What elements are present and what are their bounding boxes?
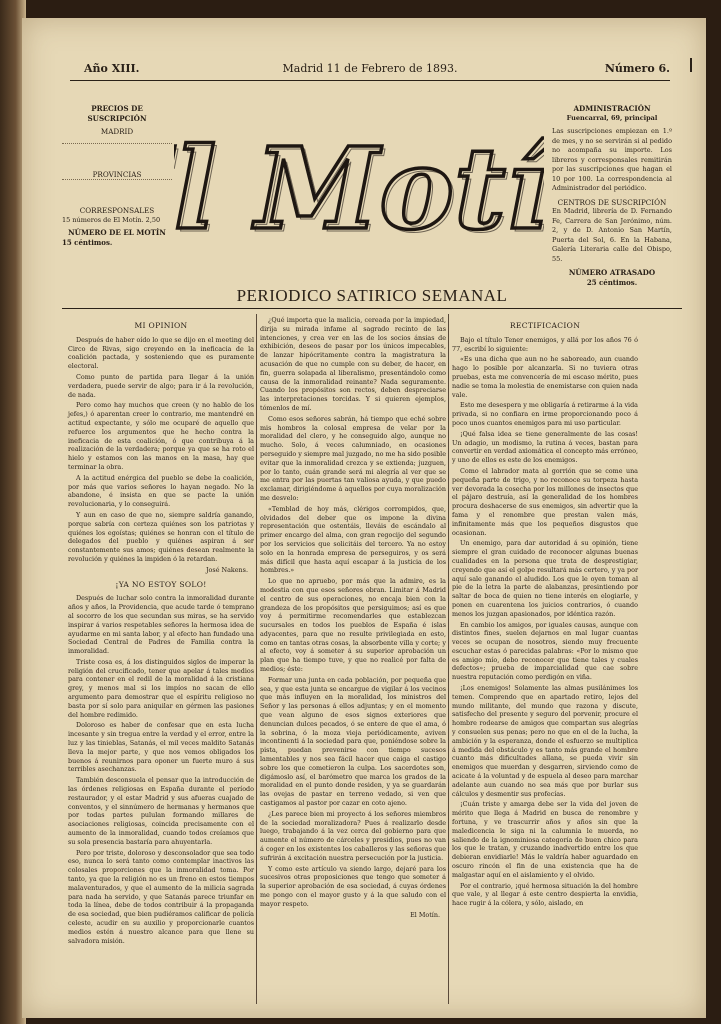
paragraph: A la actitud enérgica del pueblo se debe la coalición, por más que varios señores lo hayan negado. No la abandone, é insista en que se pacte la unión revolucionaria, y lo conseguirá. [68, 473, 254, 509]
column-2 [260, 316, 446, 923]
admin-back-issue: NÚMERO ATRASADO [568, 268, 656, 277]
madrid-heading: MADRID [100, 127, 134, 136]
provinces-price-list [62, 179, 172, 206]
paragraph: Lo que no apruebo, por más que la admire, es la modestia con que esos señores obran. Limitar á Madrid el centro de sus operaciones, no encaja bien con la grandeza de los propósitos que persiguimos; así es que voy á permitirme recomendarles que establezcan sucursales en todos los pueblos de España é islas adyacentes, para que no resulte privilegiada en esto, como en tantas otras cosas, la absorbente villa y corte; y al efecto, voy á someter á su superior aprobación un plan que ha tiempo tuve, y que no realicé por falta de medios; éste: [260, 577, 446, 674]
page-corner-mark [684, 58, 692, 72]
column-divider [448, 314, 449, 1004]
article-title: MI OPINION [134, 321, 188, 330]
paragraph: Y como este artículo va siendo largo, dejaré para los sucesivos otras proposiciones que tengo que someter á la superior aprobación de esa sociedad, á cuyas órdenes me pongo con el mayor gusto y á la que saludo con el mayor respeto. [260, 864, 446, 908]
column-divider [256, 314, 257, 1004]
centers-heading: CENTROS DE SUSCRIPCIÓN [557, 197, 667, 207]
masthead-rule [62, 308, 682, 309]
paragraph: ¡Qué falsa idea se tiene generalmente de las cosas! Un adagio, un modismo, la rutina á veces, bastan para convertir en verdad axiomática el concepto más erróneo, y uno de ellos es este de los enemigos. [452, 429, 638, 465]
correspondents-note: 15 números de El Motín. 2,50 [62, 215, 161, 224]
paragraph: ¿Les parece bien mi proyecto á los señores miembros de la sociedad moralizadora? Pues á realizarlo desde luego, trabajando á la vez cerca del gobierno para que aumente el número de cárceles y presidios, pues no van á coger en los existentes los caballeros y las señoras que sufrirán á excitación nuestra persecución por la justicia. [260, 809, 446, 862]
masthead-title: l Motí [174, 124, 544, 255]
place-date: Madrid 11 de Febrero de 1893. [282, 62, 458, 75]
paragraph: ¿Qué importa que la malicia, cereada por la impiedad, dirija su mirada infame al sagrado recinto de las intenciones, y crea ver en las de los socios ánsias de exhibición, deseos de pasar por los únicos impecables, de lanzar hipócritamente contra la magistratura la acusación de que no cumple con su deber, de hacer, en fin, guerra solapada al liberalismo, presentándolo como causa de la inmoralidad reinante? Nada seguramente. Cuando los propósitos son rectos, deben despreciarse las interpretaciones torcidas. Y si quieren ejemplos, tómenlos de mí. [260, 316, 446, 412]
paragraph: Después de luchar solo contra la inmoralidad durante años y años, la Providencia, que acude tarde ó temprano al socorro de los que secundan sus miras, se ha servido inspirar á varios respetables señores la hermosa idea de ayudarme en mi santa labor, y al efecto han fundado una Sociedad Central de Padres de Familia contra la inmoralidad. [68, 594, 254, 656]
madrid-price-list [62, 143, 172, 170]
admin-box [552, 104, 672, 287]
header-bar [70, 60, 670, 81]
paragraph: También desconsuela el pensar que la introducción de las órdenes religiosas en España durante el período restaurador, y el estar Madrid y sus afueras cuajado de conventos, y el sinnúmero de hermanas y hermanos que por todas partes pululan formando millares de asociaciones religiosas, coincida precisamente con el aumento de la inmoralidad, cuando todos creíamos que su sola presencia bastaría para ahuyentarla. [68, 776, 254, 846]
paragraph: Pero como hay muchos que creen (y no hablo de los jefes,) ó aparentan creer lo contrario, me mantendré en actitud expectante, y sólo me ocuparé de aquello que refuerce los argumentos que he hecho contra la ineficacia de esta coalición, ó que contribuya á la realización de la verdadera; porque ya que se ha roto el hielo y estamos con las manos en la masa, hay que terminar la obra. [68, 401, 254, 471]
paragraph: Como esos señores sabrán, há tiempo que eché sobre mis hombros la colosal empresa de velar por la moralidad del clero, y he conseguido algo, aunque no mucho. Solo, á veces calumniado, en ocasiones perseguido y siempre mal juzgado, no me ha sido posible evitar que la inmoralidad crezca y se extienda; juzguen, por lo tanto, cuán grande será mi alegría al ver que se me entra por las puertas tan valiosa ayuda, y que puedo exclamar, dirigiéndome á aquellos por cuya moralización me desvelo: [260, 414, 446, 502]
paragraph: Por el contrario, ¡qué hermosa situación la del hombre que vale, y al llegar á este centro despierta la envidia, hace rugir á la cólera, y sólo, aislado, en [452, 881, 638, 908]
article-title: ¡YA NO ESTOY SOLO! [115, 579, 207, 589]
paragraph: Esto me desespera y me obligaría á retirarme á la vida privada, si no confiara en irme proporcionando poco á poco unos cuantos enemigos para mi uso particular. [452, 401, 638, 427]
paragraph: En cambio los amigos, por iguales causas, aunque con distintos fines, suelen dejarnos en mal lugar cuantas veces se ocupan de nosotros, siendo muy frecuente escuchar estas ó parecidas palabras: «Por lo mismo que es amigo mío, debo reconocer que tiene tales y cuales defectos»; prueba de imparcialidad que cae sobre nuestra reputación como perdigón en viña. [452, 620, 638, 682]
subscription-box [62, 104, 172, 247]
year-label: Año XIII. [84, 62, 140, 75]
paragraph: «Temblad de hoy más, clérigos corrompidos, que, olvidados del deber que os impone la divina representación que ostentáis, lleváis de escándalo al primer encargo del alma, con gran regocijo del segundo por los servicios que solicitáis del tercero. Ya no estoy solo en la honrada empresa de perseguiros, y os será más difícil que hasta aquí escapar á la justicia de los hombres.» [260, 504, 446, 575]
masthead-lettering [174, 98, 544, 288]
paragraph: Bajo el título Tener enemigos, y allá por los años 76 ó 77, escribí lo siguiente: [452, 335, 638, 353]
issue-number: Número 6. [604, 62, 670, 75]
paragraph: Formar una junta en cada población, por pequeña que sea, y que esta junta se encargue de vigilar á los vecinos que más influyen en la moralidad, los ministros del Señor y las personas á ellos adjuntas; y en el momento que vean alguno de esos signos exteriores que denuncian dulces pecados, ó se entere de que el ama, ó la sobrina, ó la moza vieja periódicamente, aviven incontinenti á la sociedad para que, poniéndose sobre la pista, puedan prevenirse con tiempo sucesos lamentables y nos sea fácil hacer que caiga el castigo sobre los que cometieron la culpa. Los sacerdotes son, digámoslo así, el barómetro que marca los grados de la moralidad en el punto donde residen, y ya se guardarán las ovejas de pastar en terreno vedado, si ven que castigamos al pastor por cazar en coto ajeno. [260, 675, 446, 808]
back-issue-label: NÚMERO DE EL MOTÍN [68, 228, 166, 237]
paragraph: Pero por triste, doloroso y desconsolador que sea todo eso, nunca lo será tanto como contemplar inactivos las colosales proporciones que la inmoralidad toma. Por tanto, ya que la religión no es un freno en estos tiempos malaventurados, y que el aumento de la milicia sagrada para nada ha servido, y que Satanás parece triunfar en toda la línea, debe de todos contribuir á la propaganda de esa sociedad, que bien pudiéramos calificar de policía celeste, acudir en su auxilio y proporcionarle cuantos medios estén á nuestro alcance para que llene su salvadora misión. [68, 848, 254, 945]
correspondents-heading: CORRESPONSALES [79, 206, 155, 215]
masthead-subtitle: PERIODICO SATIRICO SEMANAL [236, 286, 508, 305]
paragraph: Y aun en caso de que no, siempre saldría ganando, porque sabría con certeza quiénes son los patriotas y quiénes los egoístas; quiénes se honran con el título de delegados del pueblo y quiénes aspiran á ser constantemente sus amos; quiénes desean realmente la revolución y quiénes la impiden ó la retardan. [68, 510, 254, 563]
paragraph: ¡Los enemigos! Solamente las almas pusilánimes los temen. Comprendo que en apartado retiro, lejos del mundo militante, del mundo que razona y discute, satisfecho del presente y seguro del porvenir, procure el hombre rodearse de amigos que compartan sus alegrías y consuelen sus penas; pero no que en el de la lucha, la ambición y la esperanza, donde el esfuerzo se multiplica á medida del obstáculo y es tanto más grande el hombre cuanto más dificultades allana, se pueda vivir sin enemigos que muerdan y desgarren, sirviendo como de acicate á la voluntad y de espuela al deseo para marchar adelante aun cuando no sea más que por burlar sus cálculos y desmentir sus profecías. [452, 684, 638, 798]
subscription-heading: PRECIOS DE SUSCRIPCIÓN [87, 104, 147, 123]
article-title: RECTIFICACION [509, 321, 581, 330]
admin-address: Fuencarral, 69, principal [566, 113, 658, 122]
paragraph: Un enemigo, para dar autoridad á su opinión, tiene siempre el gran cuidado de reconocer algunas buenas cualidades en la persona que trata de desprestigiar, creyendo que así el golpe resultará más certero, y ya por aquí sale ganando el aludido. Los que le oyen toman al pie de la letra la parte de alabanzas, presintiendo por saltar de boca de quien no tiene interés en elogiarle, y ponen en cuarentena los juicios contrarios, ó cuando menos los juzgan apasionados, por idéntica razón. [452, 539, 638, 618]
admin-back-price: 25 céntimos. [586, 277, 638, 287]
masthead-logo [174, 98, 544, 288]
admin-heading: ADMINISTRACIÓN [573, 104, 651, 113]
paragraph: Triste cosa es, á los distinguidos siglos de imperar la religión del crucificado, tener que apelar á tales medios para contener en el redil de la moralidad á la cristiana grey, y menos mal si los impíos no sacan de ello argumento para demostrar que el espíritu religioso no basta por sí solo para aniquilar en gérmen las pasiones del hombre redimido. [68, 657, 254, 719]
paragraph: ¡Cuán triste y amarga debe ser la vida del joven de mérito que llega á Madrid en busca de renombre y fortuna, y ve trascurrir años y años sin que la maledicencia le siga ni la calumnia le muerda, no saliendo de la ignominiosa categoría de buen chico para los que le tratan, y cruzando inadvertido entre los que debieran envidiarle! Más le valdría haber aguardado en oscuro rincón el fin de una existencia que ha de malgastar aquí en el aislamiento y el olvido. [452, 800, 638, 879]
newspaper-page [22, 18, 706, 1018]
article-signature: José Nakens. [206, 565, 248, 574]
paragraph: Como el labrador mata al gorrión que se come una pequeña parte de trigo, y no reconoce su torpeza hasta ver devorada la cosecha por los millones de insectos que el pájaro destruía, así la generalidad de los hombres procura deshacerse de sus enemigos, sin advertir que la fama y el renombre que prestan valen más, infinitamente más que los pequeños disgustos que ocasionan. [452, 466, 638, 537]
paragraph: Después de haber oído lo que se dijo en el meeting del Circo de Rivas, sigo creyendo en la ineficacia de la coalición pactada, y sosteniendo que es puramente electoral. [68, 335, 254, 371]
article-signature: El Motín. [410, 910, 440, 919]
paragraph: Como punto de partida para llegar á la unión verdadera, puede servir de algo; para ir á la revolución, de nada. [68, 372, 254, 399]
centers-list: En Madrid, librería de D. Fernando Fe, Carrera de San Jerónimo, núm. 2, y de D. Antonio San Martín, Puerta del Sol, 6. En la Habana, Galería Literaria calle del Obispo, 55. [552, 207, 672, 263]
provinces-heading: PROVINCIAS [92, 169, 142, 179]
column-3 [452, 316, 638, 910]
paragraph: «Es una dicha que aun no he saboreado, aun cuando hago lo posible por alcanzarla. Si no tuviera otras pruebas, esta me convencería de mi escaso mérito, pues nadie se toma la molestia de enemistarse con quien nada vale. [452, 355, 638, 399]
admin-notice: Las suscripciones empiezan en 1.º de mes, y no se servirán si al pedido no acompaña su importe. Los libreros y corresponsales remitirán por las suscripciones que hagan el 10 por 100. La correspondencia al Administrador del periódico. [552, 127, 672, 192]
paragraph: Doloroso es haber de confesar que en esta lucha incesante y sin tregua entre la verdad y el error, entre la luz y las tinieblas, Satanás, el mil veces maldito Satanás lleva la mejor parte, y que nos vemos obligados los buenos á reunirnos para oponer un fuerte muro á sus terribles asechanzas. [68, 721, 254, 774]
masthead-shadow: l Mot [176, 127, 509, 258]
column-1 [68, 316, 254, 947]
back-issue-price: 15 céntimos. [62, 237, 113, 247]
